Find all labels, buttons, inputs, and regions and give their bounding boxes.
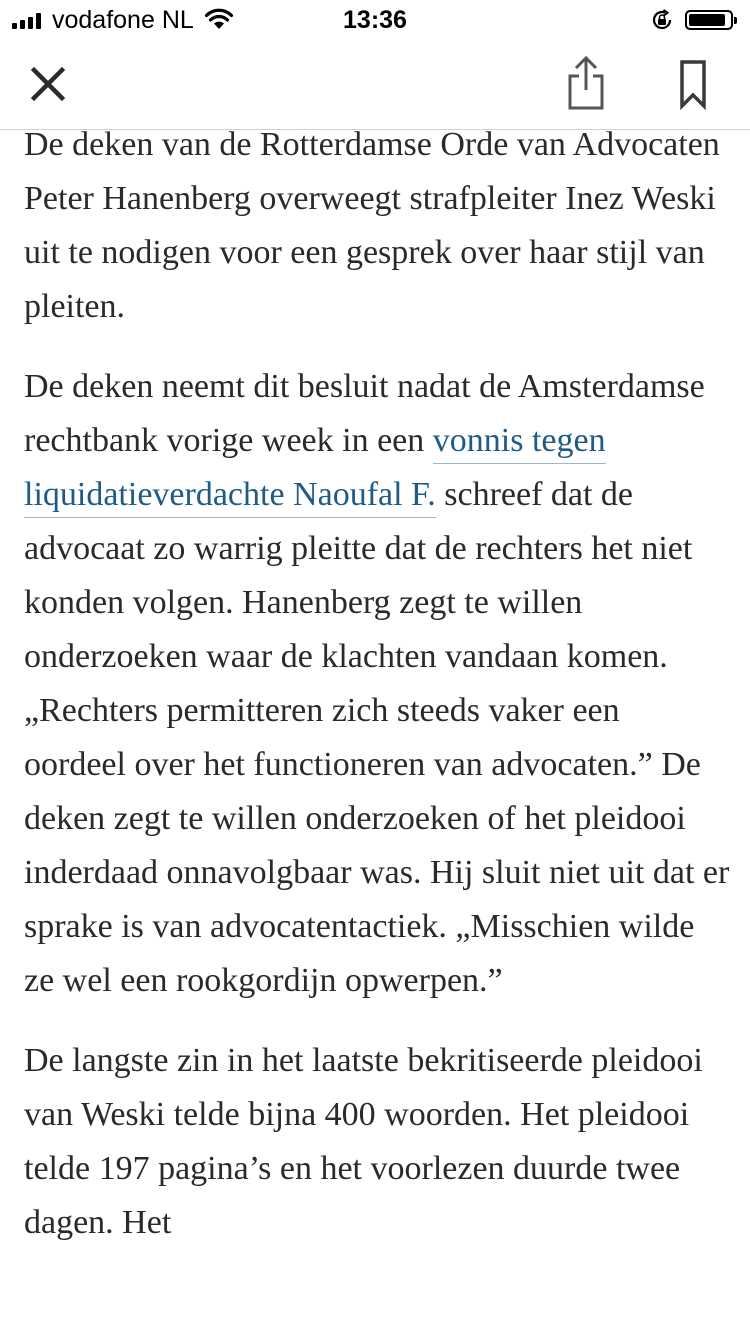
article-paragraph: De deken van de Rotterdamse Orde van Advocaten Peter Hanenberg overweegt strafpleiter Inez Weski uit te nodigen voor een gesprek over haar stijl van pleiten. — [24, 126, 720, 325]
orientation-lock-icon — [650, 8, 674, 32]
bookmark-button[interactable] — [670, 58, 716, 110]
paragraph-text: schreef dat de advocaat zo warrig pleitte dat de rechters het niet konden volgen. Hanenberg zegt te willen onderzoeken waar de klachten vandaan komen. „Rechters permitteren zich steeds vaker een oordeel over het functioneren van advocaten.” De deken zegt te willen onderzoeken of het pleidooi inderdaad onnavolgbaar was. Hij sluit niet uit dat er sprake is van advocatentactiek. „Misschien wilde ze wel een rookgordijn opwerpen.” — [24, 476, 730, 999]
share-icon — [560, 54, 612, 112]
article-paragraph: De langste zin in het laatste bekritiseerde pleidooi van Weski telde bijna 400 woorden. Het pleidooi telde 197 pagina’s en het voorlezen duurde twee dagen. Het — [24, 1042, 703, 1241]
carrier-name: vodafone NL — [52, 6, 194, 34]
close-button[interactable] — [26, 62, 70, 106]
battery-level — [689, 14, 725, 26]
status-bar — [0, 0, 750, 40]
article-toolbar — [0, 40, 750, 130]
share-button[interactable] — [560, 54, 612, 112]
status-time: 13:36 — [343, 6, 407, 34]
article-body — [24, 118, 730, 1276]
article-paragraph — [24, 360, 730, 1008]
battery-icon — [685, 10, 733, 30]
close-icon — [26, 62, 70, 106]
bookmark-icon — [670, 58, 716, 110]
verdict-link[interactable]: vonnis tegen liquidatieverdachte Naoufal F. — [24, 422, 606, 518]
paragraph-text: De deken neemt dit besluit nadat de Amsterdamse rechtbank vorige week in een — [24, 368, 705, 459]
